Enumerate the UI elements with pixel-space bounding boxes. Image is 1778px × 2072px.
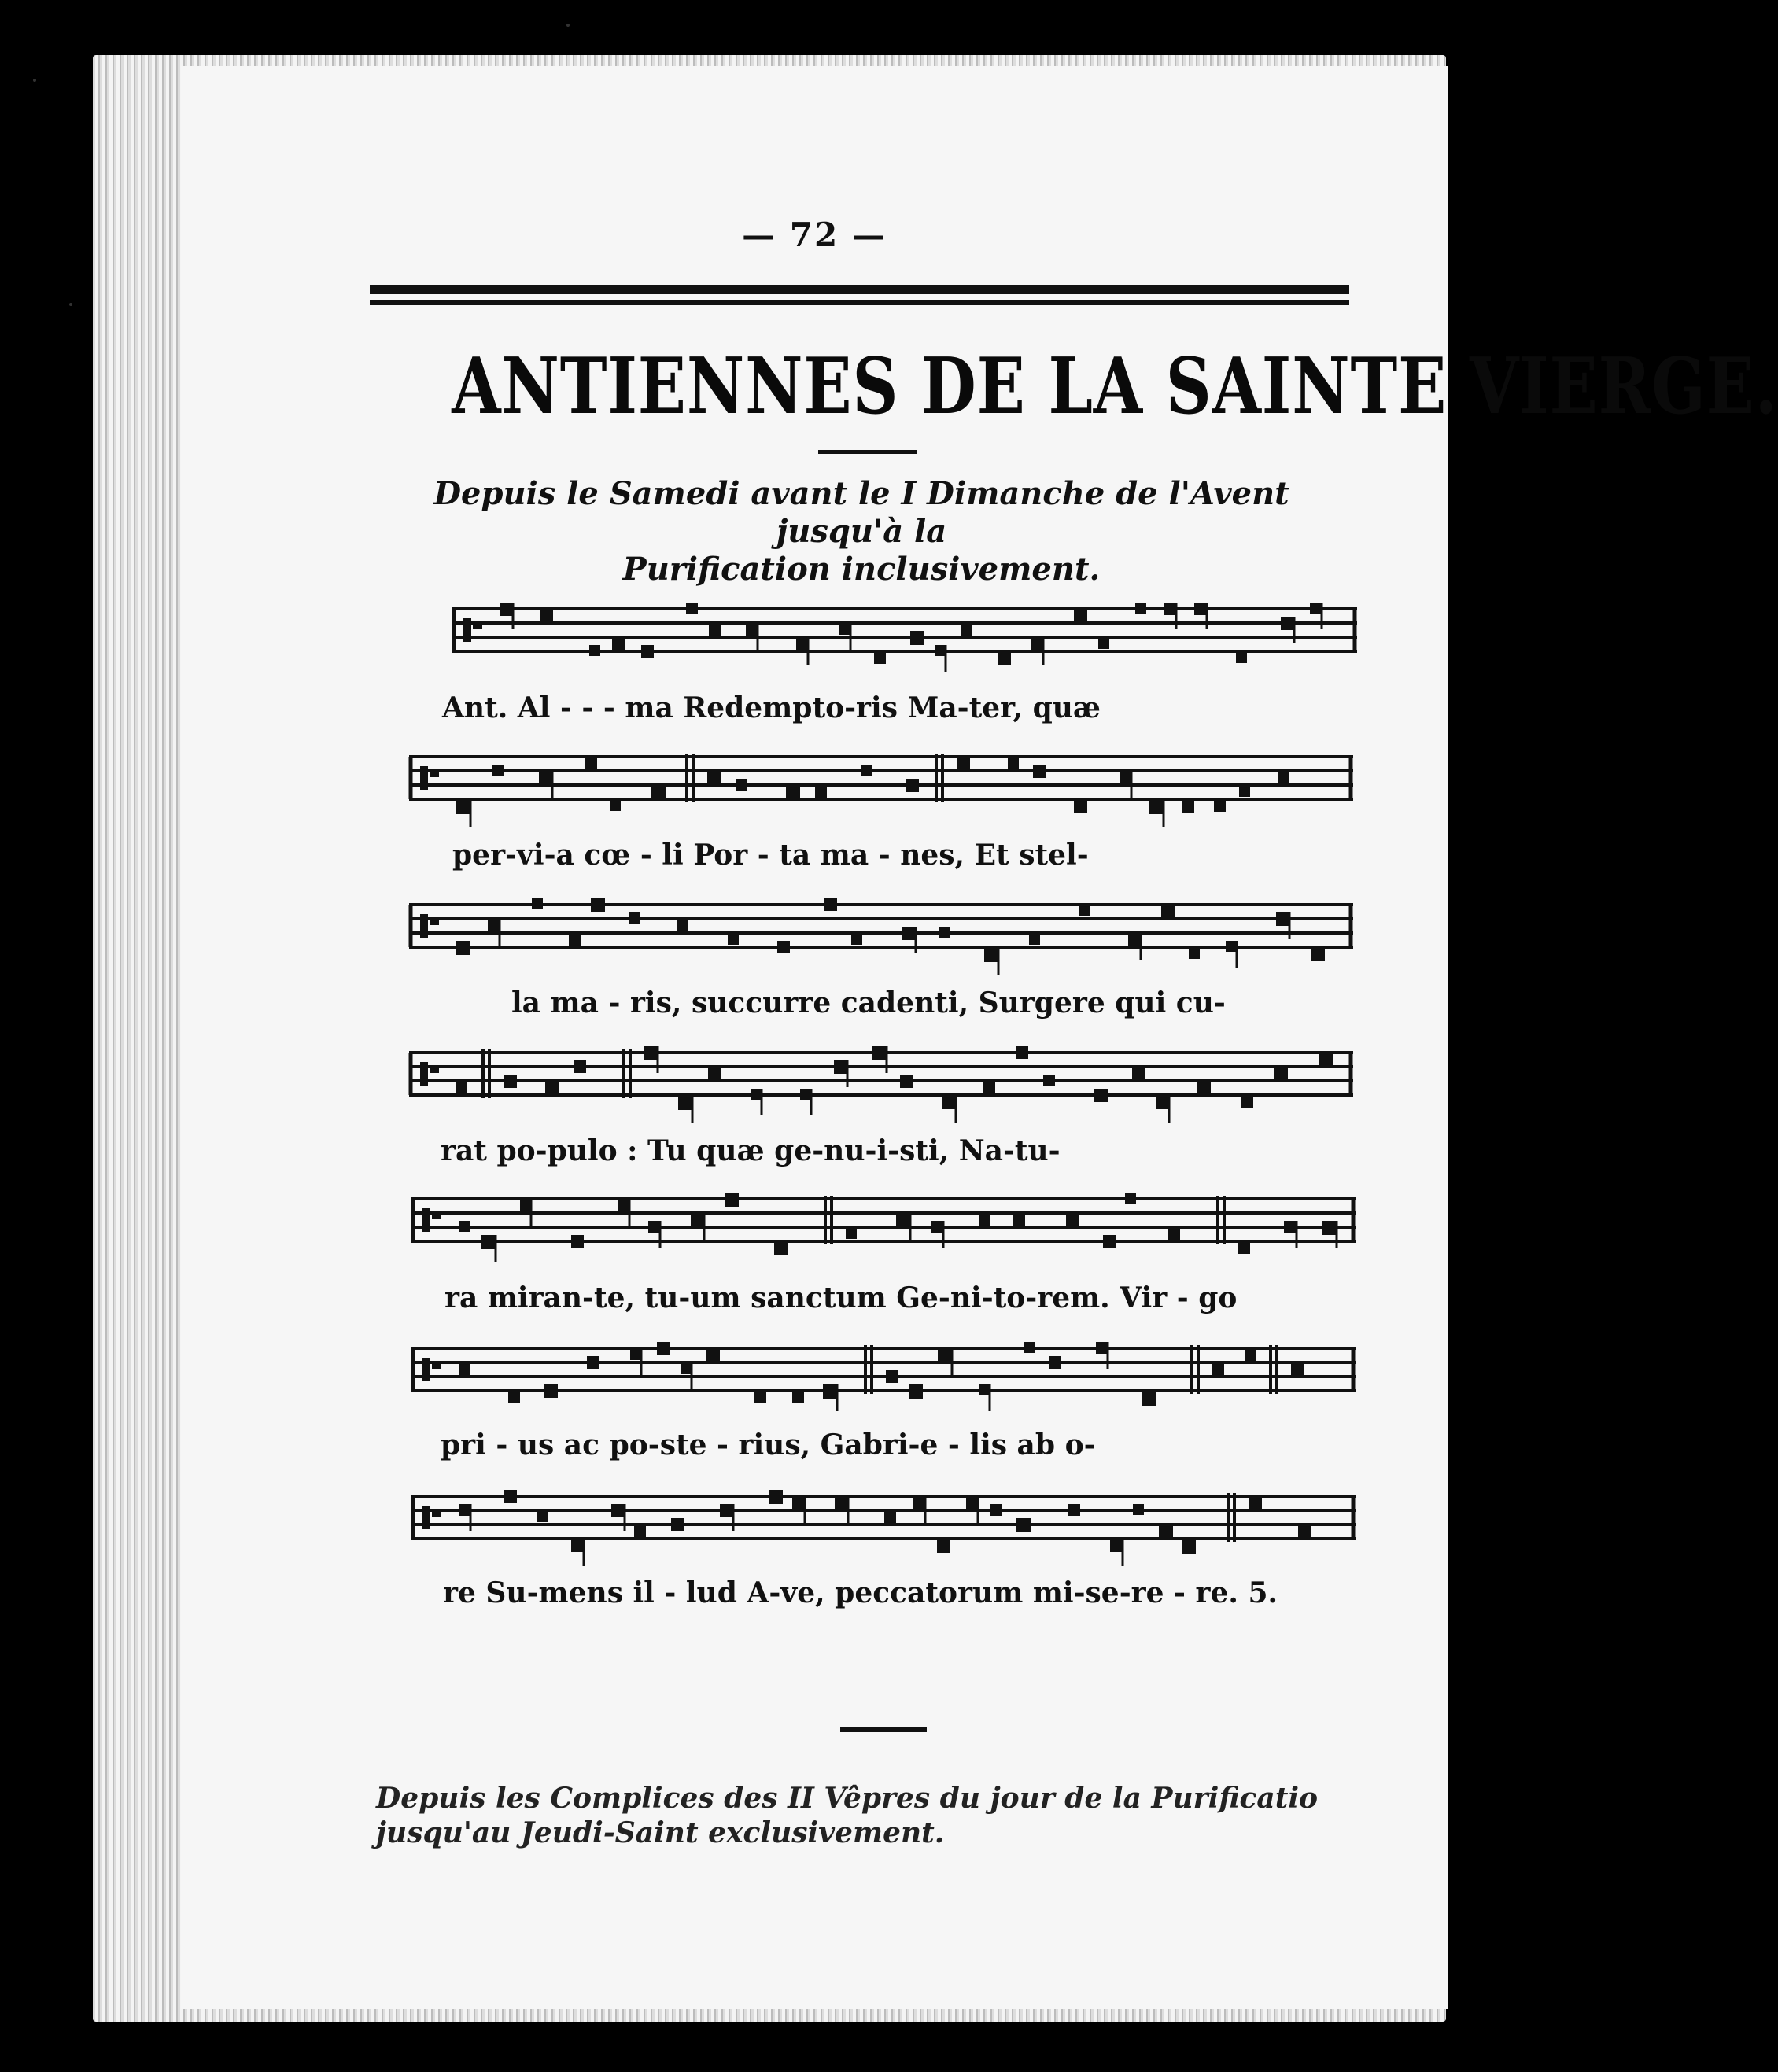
music-system-5 — [411, 1191, 1356, 1254]
neume-note — [942, 1096, 956, 1109]
neume-note — [1241, 1096, 1253, 1108]
neume-note — [910, 631, 924, 645]
title-divider — [818, 450, 917, 454]
dust-speck — [33, 79, 36, 82]
neume-note — [678, 1096, 692, 1110]
page-title: ANTIENNES DE LA SAINTE VIERGE. — [452, 341, 1778, 432]
neume-note — [1074, 610, 1087, 623]
c-clef-symbol — [430, 1065, 439, 1073]
neume-note — [644, 1046, 658, 1060]
neume-note — [900, 1075, 913, 1088]
footer-line-1: Depuis les Complices des II Vêpres du jour de la Purificatio — [376, 1782, 1319, 1815]
neume-note — [979, 1384, 990, 1395]
neume-note — [1182, 800, 1194, 813]
neume-note — [1008, 758, 1019, 769]
neume-note — [686, 603, 698, 614]
lyric-line-1: Ant. Al - - - ma Redempto-ris Ma-ter, quæ — [442, 691, 1101, 724]
neume-note — [1311, 948, 1325, 961]
neume-note — [792, 1497, 805, 1510]
neume-note — [571, 1235, 584, 1248]
chant-staff-5 — [411, 1191, 1356, 1254]
neume-note — [587, 1356, 599, 1369]
chant-staff-3 — [409, 897, 1353, 960]
lyric-line-5: ra miran-te, tu-um sanctum Ge-ni-to-rem. Vir - go — [444, 1281, 1238, 1314]
music-system-7 — [411, 1488, 1356, 1551]
neume-note — [815, 786, 827, 798]
neume-note — [1125, 1193, 1136, 1204]
neume-note — [1298, 1525, 1311, 1539]
neume-note — [708, 1067, 721, 1080]
neume-note — [1033, 765, 1046, 778]
neume-note — [720, 1504, 733, 1517]
neume-note — [456, 1082, 467, 1093]
c-clef-symbol — [463, 618, 471, 642]
neume-note — [938, 1349, 952, 1363]
neume-note — [1239, 786, 1250, 797]
neume-note — [585, 758, 597, 770]
neume-note — [998, 652, 1011, 665]
neume-note — [884, 1511, 896, 1523]
neume-note — [1103, 1235, 1116, 1248]
c-clef-symbol — [430, 917, 439, 925]
neume-note — [634, 1525, 646, 1537]
neume-note — [1128, 934, 1141, 946]
top-double-rule — [370, 285, 1349, 305]
neume-note — [939, 927, 950, 938]
neume-note — [990, 1504, 1002, 1516]
neume-note — [1164, 603, 1176, 615]
neume-note — [1079, 905, 1090, 916]
chant-staff-6 — [411, 1340, 1356, 1403]
neume-note — [751, 1089, 762, 1100]
neume-note — [1168, 1228, 1180, 1241]
neume-note — [459, 1504, 470, 1516]
neume-note — [1110, 1539, 1123, 1552]
neume-note — [459, 1221, 470, 1232]
neume-note — [796, 638, 808, 650]
neume-note — [1236, 652, 1247, 663]
neume-note — [1049, 1356, 1061, 1369]
neume-note — [1024, 1342, 1035, 1353]
neume-note — [861, 765, 872, 776]
neume-note — [488, 920, 500, 931]
neume-note — [569, 934, 581, 946]
neume-note — [641, 645, 654, 658]
neume-note — [610, 800, 621, 811]
music-system-3 — [409, 897, 1353, 960]
neume-note — [1182, 1539, 1196, 1554]
neume-note — [800, 1089, 811, 1100]
lyric-line-4: rat po-pulo : Tu quæ ge-nu-i-sti, Na-tu- — [441, 1134, 1061, 1167]
neume-note — [824, 898, 837, 911]
music-system-2 — [409, 749, 1353, 812]
neume-note — [1322, 1221, 1337, 1235]
neume-note — [508, 1392, 520, 1403]
neume-note — [937, 1539, 950, 1553]
neume-note — [1098, 638, 1109, 649]
neume-note — [681, 1363, 692, 1374]
subtitle-line-1: Depuis le Samedi avant le I Dimanche de l'Avent jusqu'à la — [433, 475, 1289, 550]
neume-note — [1291, 1363, 1304, 1377]
neume-note — [648, 1221, 660, 1233]
neume-note — [671, 1518, 684, 1531]
subtitle — [370, 475, 1353, 588]
neume-note — [612, 638, 625, 651]
neume-note — [574, 1060, 586, 1073]
neume-note — [839, 624, 850, 635]
neume-note — [459, 1363, 470, 1375]
c-clef-symbol — [420, 1062, 428, 1086]
music-system-6 — [411, 1340, 1356, 1403]
neume-note — [902, 927, 916, 940]
music-system-1 — [452, 601, 1357, 664]
c-clef-symbol — [432, 1361, 441, 1369]
neume-note — [769, 1490, 783, 1504]
neume-note — [500, 603, 513, 616]
book-page — [181, 66, 1778, 2009]
neume-note — [1278, 772, 1289, 783]
neume-note — [611, 1504, 625, 1517]
neume-note — [913, 1497, 925, 1509]
chant-staff-7 — [411, 1488, 1356, 1551]
c-clef-symbol — [430, 769, 439, 777]
neume-note — [792, 1392, 804, 1403]
neume-note — [957, 758, 970, 771]
page-number: — 72 — — [742, 216, 887, 254]
neume-note — [725, 1193, 739, 1207]
neume-note — [1161, 905, 1175, 919]
neume-note — [1159, 1525, 1173, 1539]
neume-note — [618, 1200, 629, 1211]
dust-speck — [69, 303, 72, 306]
neume-note — [1226, 941, 1237, 952]
neume-note — [1029, 934, 1040, 945]
neume-note — [504, 1490, 517, 1503]
neume-note — [1197, 1082, 1211, 1095]
neume-note — [1016, 1518, 1031, 1532]
neume-note — [1013, 1214, 1025, 1226]
neume-note — [589, 645, 600, 656]
neume-note — [786, 786, 800, 800]
neume-note — [961, 624, 972, 636]
neume-note — [1238, 1242, 1250, 1254]
neume-note — [746, 624, 758, 636]
neume-note — [1281, 617, 1294, 630]
neume-note — [872, 1046, 887, 1060]
dust-speck — [566, 24, 570, 27]
neume-note — [630, 1349, 641, 1360]
neume-note — [629, 912, 640, 924]
subtitle-line-2: Purification inclusivement. — [622, 551, 1101, 588]
neume-note — [966, 1497, 978, 1509]
neume-note — [1096, 1342, 1108, 1354]
neume-note — [1133, 1504, 1144, 1515]
neume-note — [571, 1539, 584, 1552]
neume-note — [754, 1392, 766, 1403]
neume-note — [823, 1384, 837, 1399]
neume-note — [651, 786, 666, 800]
neume-note — [1319, 1053, 1333, 1067]
neume-note — [1043, 1075, 1055, 1086]
neume-note — [834, 1060, 847, 1074]
neume-note — [1194, 603, 1207, 615]
neume-note — [935, 645, 946, 656]
chant-staff-2 — [409, 749, 1353, 812]
chant-staff-1 — [452, 601, 1357, 664]
neume-note — [1094, 1089, 1108, 1102]
lyric-line-6: pri - us ac po-ste - rius, Gabri-e - lis ab o- — [441, 1429, 1096, 1462]
c-clef-symbol — [473, 621, 482, 629]
c-clef-symbol — [422, 1208, 430, 1232]
neume-note — [728, 934, 739, 945]
neume-note — [677, 920, 688, 931]
c-clef-symbol — [422, 1358, 430, 1381]
neume-note — [1016, 1046, 1028, 1059]
neume-note — [532, 898, 543, 909]
neume-note — [1189, 948, 1200, 959]
neume-note — [481, 1235, 496, 1249]
neume-note — [909, 1384, 923, 1399]
lyric-line-7: re Su-mens il - lud A-ve, peccatorum mi-se-re - re. 5. — [443, 1576, 1278, 1609]
neume-note — [1149, 800, 1164, 814]
neume-note — [539, 772, 552, 785]
neume-note — [1031, 638, 1043, 651]
footer-line-2: jusqu'au Jeudi-Saint exclusivement. — [376, 1816, 945, 1849]
neume-note — [1249, 1497, 1262, 1510]
neume-note — [1120, 772, 1131, 783]
c-clef-symbol — [432, 1211, 441, 1219]
neume-note — [886, 1370, 898, 1383]
neume-note — [540, 610, 553, 623]
neume-note — [537, 1511, 548, 1522]
section-divider — [840, 1727, 927, 1732]
neume-note — [983, 1082, 995, 1094]
music-system-4 — [409, 1045, 1353, 1108]
neume-note — [1276, 912, 1289, 926]
lyric-line-2: per-vi-a cœ - li Por - ta ma - nes, Et stel- — [452, 839, 1089, 872]
neume-note — [777, 941, 790, 953]
neume-note — [591, 898, 605, 912]
neume-note — [1132, 1067, 1145, 1081]
neume-note — [657, 1342, 670, 1355]
neume-note — [706, 1349, 720, 1363]
neume-note — [906, 779, 919, 792]
neume-note — [931, 1221, 943, 1233]
neume-note — [984, 948, 998, 962]
c-clef-symbol — [420, 766, 428, 790]
neume-note — [544, 1384, 558, 1398]
neume-note — [1274, 1067, 1288, 1082]
neume-note — [1284, 1221, 1297, 1233]
neume-note — [1142, 1392, 1156, 1406]
section-heading-next — [376, 1781, 1367, 1850]
neume-note — [691, 1214, 704, 1227]
neume-note — [851, 934, 862, 945]
neume-note — [1310, 603, 1322, 614]
neume-note — [520, 1200, 531, 1211]
neume-note — [492, 765, 504, 776]
neume-note — [979, 1214, 990, 1226]
neume-note — [774, 1242, 788, 1255]
neume-note — [1214, 800, 1226, 812]
neume-note — [1135, 603, 1146, 614]
neume-note — [835, 1497, 848, 1510]
neume-note — [456, 941, 470, 955]
neume-note — [736, 779, 747, 791]
neume-note — [846, 1228, 857, 1239]
neume-note — [707, 772, 721, 785]
neume-note — [896, 1214, 910, 1228]
neume-note — [1245, 1349, 1256, 1361]
lyric-line-3: la ma - ris, succurre cadenti, Surgere qui cu- — [511, 986, 1226, 1019]
c-clef-symbol — [432, 1509, 441, 1517]
neume-note — [709, 624, 721, 636]
neume-note — [545, 1082, 559, 1095]
chant-staff-4 — [409, 1045, 1353, 1108]
neume-note — [1212, 1363, 1224, 1375]
neume-note — [1068, 1504, 1080, 1516]
c-clef-symbol — [422, 1506, 430, 1529]
neume-note — [504, 1075, 517, 1088]
c-clef-symbol — [420, 914, 428, 938]
neume-note — [874, 652, 886, 664]
neume-note — [456, 800, 470, 814]
neume-note — [1156, 1096, 1169, 1109]
neume-note — [1074, 800, 1087, 813]
neume-note — [1066, 1214, 1079, 1227]
